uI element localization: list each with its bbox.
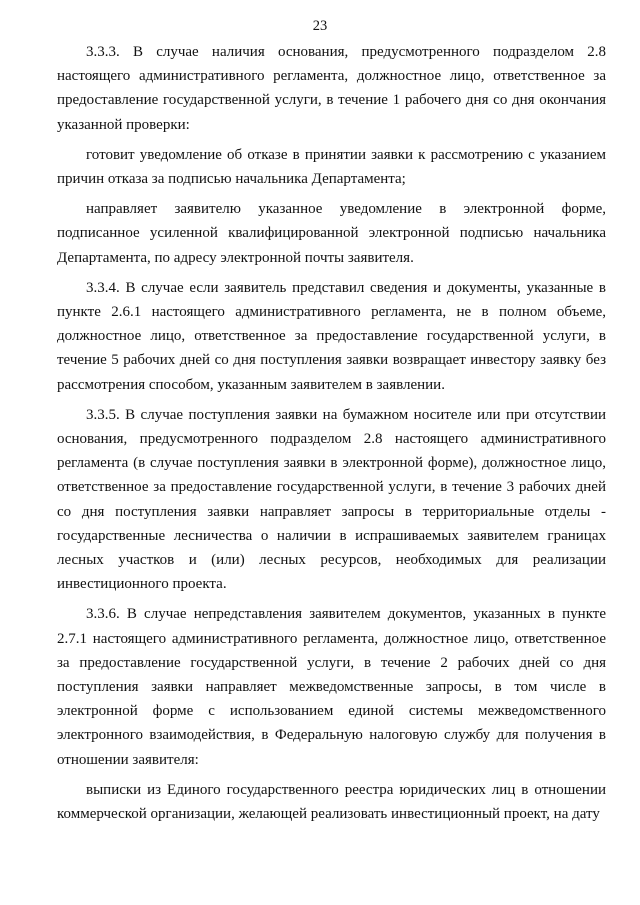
paragraph-3-3-6: 3.3.6. В случае непредставления заявителем документов, указанных в пункте 2.7.1 настоящего административного регламента, должностное лицо, ответственное за предоставление государственной услуги, в течение 2 рабочих дней со дня поступления заявки направляет межведомственные запросы, в том числе в электронной форме с использованием единой системы межведомственного электронного взаимодействия, в Федеральную налоговую службу для получения в отношении заявителя: xyxy=(57,606,606,768)
paragraph-3-3-4: 3.3.4. В случае если заявитель представил сведения и документы, указанные в пункте 2.6.1 настоящего административного регламента, не в полном объеме, должностное лицо, ответственное за предоставление государственной услуги, в течение 5 рабочих дней со дня поступления заявки возвращает инвестору заявку без рассмотрения способом, указанным заявителем в заявлении. xyxy=(57,279,606,393)
paragraph-3-3-3: 3.3.3. В случае наличия основания, предусмотренного подразделом 2.8 настоящего административного регламента, должностное лицо, ответственное за предоставление государственной услуги, в течение 1 рабочего дня со дня окончания указанной проверки: xyxy=(57,44,606,133)
paragraph-send-notice: направляет заявителю указанное уведомление в электронной форме, подписанное усиленной квалифицированной электронной подписью начальника Департамента, по адресу электронной почты заявителя. xyxy=(57,201,606,266)
paragraph-prepare-notice: готовит уведомление об отказе в принятии заявки к рассмотрению с указанием причин отказа за подписью начальника Департамента; xyxy=(57,146,606,188)
paragraph-egrul-extract: выписки из Единого государственного реестра юридических лиц в отношении коммерческой организации, желающей реализовать инвестиционный проект, на дату xyxy=(57,781,606,823)
paragraph-3-3-5: 3.3.5. В случае поступления заявки на бумажном носителе или при отсутствии основания, предусмотренного подразделом 2.8 настоящего административного регламента (в случае поступления заявки в электронной форме), должностное лицо, ответственное за предоставление государственной услуги, в течение 3 рабочих дней со дня поступления заявки направляет запросы в территориальные отделы - государственные лесничества о наличии в испрашиваемых заявителем границах лесных участков и (или) лесных ресурсов, необходимых для реализации инвестиционного проекта. xyxy=(57,406,606,593)
page-number: 23 xyxy=(312,18,328,34)
document-body xyxy=(57,40,606,826)
